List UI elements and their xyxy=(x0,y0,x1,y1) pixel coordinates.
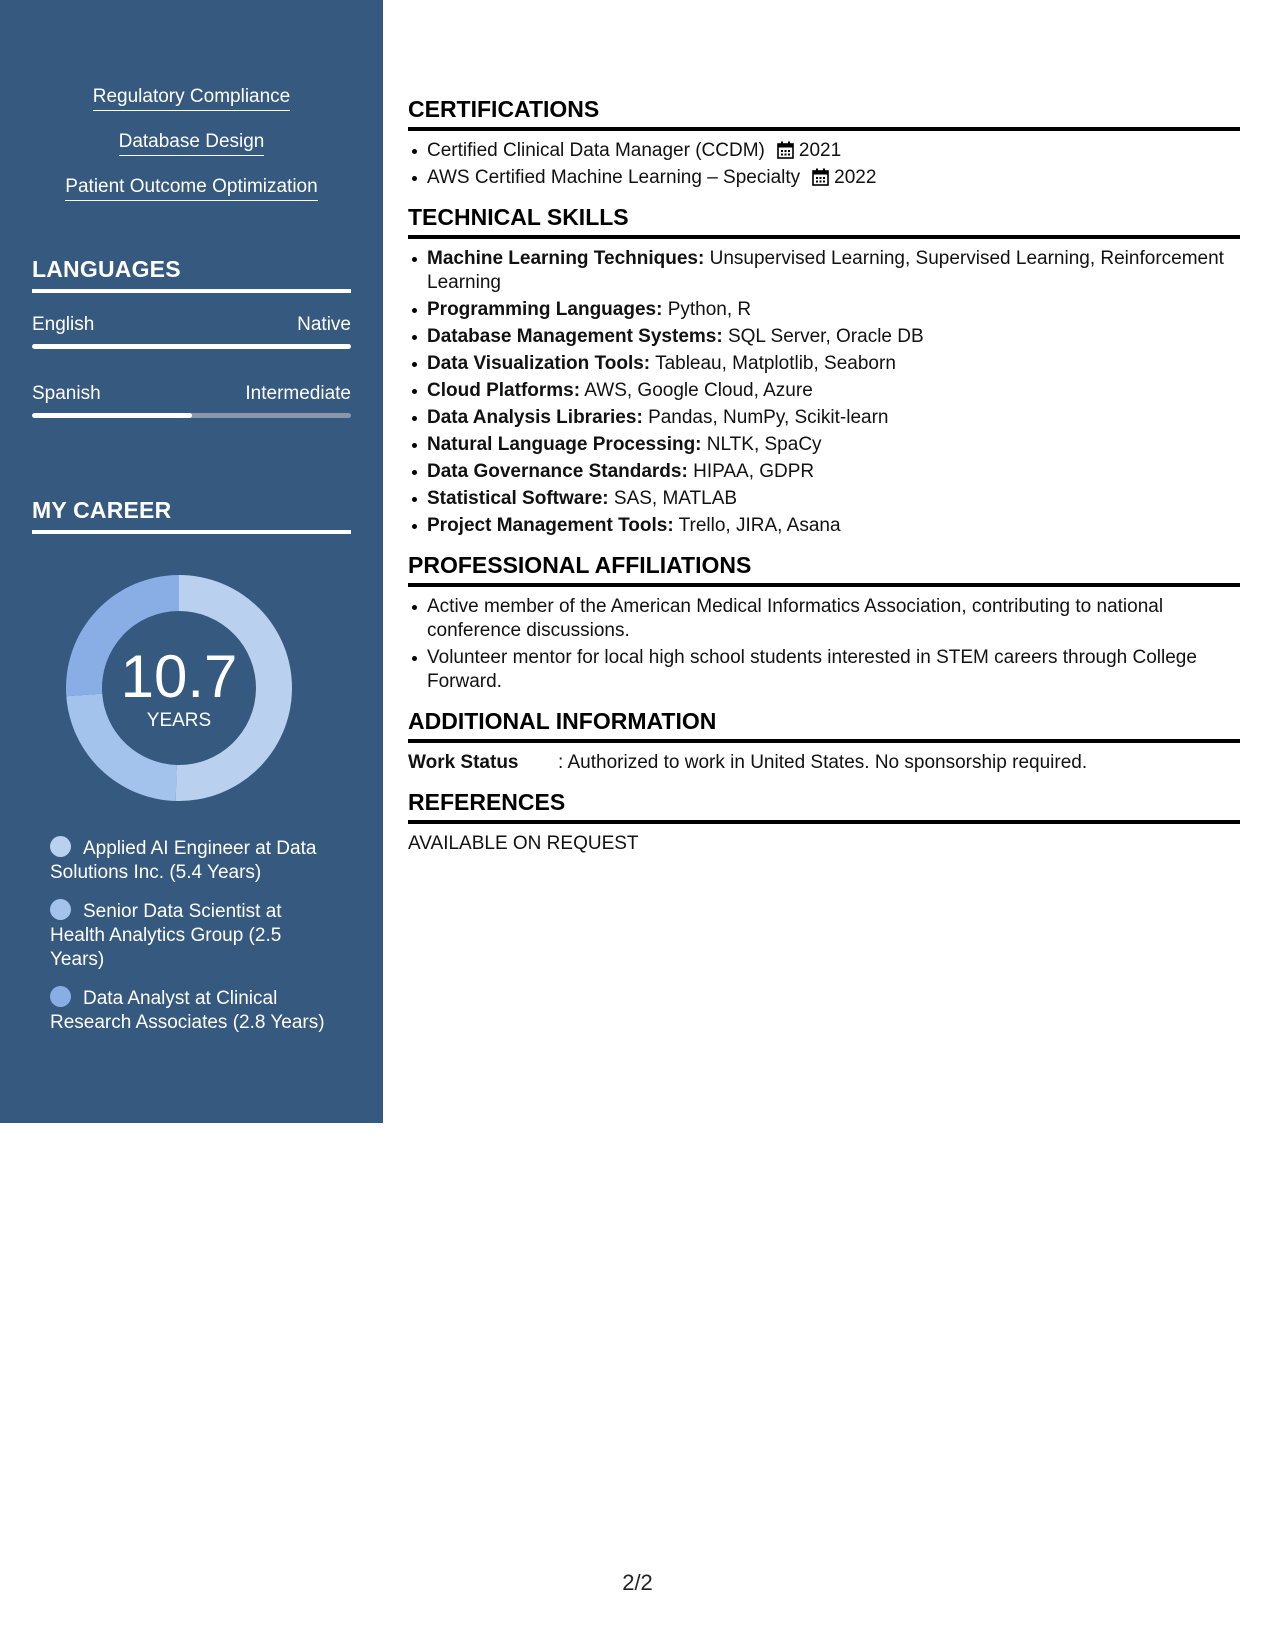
skill-value: Trello, JIRA, Asana xyxy=(678,515,841,536)
certification-year: 2022 xyxy=(834,167,877,188)
languages-heading: LANGUAGES xyxy=(32,256,351,293)
skill-item xyxy=(427,298,1240,322)
main-content xyxy=(408,96,1240,870)
skill-value: Pandas, NumPy, Scikit-learn xyxy=(648,407,889,428)
language-bar xyxy=(32,413,351,418)
skill-value: AWS, Google Cloud, Azure xyxy=(584,380,813,401)
skill-item xyxy=(427,487,1240,511)
skill-link[interactable]: Patient Outcome Optimization xyxy=(65,176,317,201)
certification-item xyxy=(427,139,1240,163)
skill-label: Data Governance Standards: xyxy=(427,461,688,482)
career-item-text: Data Analyst at Clinical Research Associates (2.8 Years) xyxy=(50,988,325,1033)
affiliation-item: Volunteer mentor for local high school students interested in STEM careers through College Forward. xyxy=(427,646,1240,694)
section-title: TECHNICAL SKILLS xyxy=(408,204,1240,239)
legend-dot-icon xyxy=(50,836,71,857)
skill-label: Natural Language Processing: xyxy=(427,434,702,455)
affiliation-item: Active member of the American Medical Informatics Association, contributing to national conference discussions. xyxy=(427,595,1240,643)
sidebar xyxy=(0,0,383,1123)
career-legend xyxy=(50,836,340,1049)
certification-item xyxy=(427,166,1240,190)
language-row xyxy=(32,383,351,405)
skill-label: Project Management Tools: xyxy=(427,515,674,536)
legend-dot-icon xyxy=(50,899,71,920)
language-level: Native xyxy=(297,314,351,335)
skill-label: Statistical Software: xyxy=(427,488,609,509)
skill-value: HIPAA, GDPR xyxy=(693,461,815,482)
skill-item xyxy=(427,247,1240,295)
language-name: English xyxy=(32,314,95,335)
career-item-text: Senior Data Scientist at Health Analytics Group (2.5 Years) xyxy=(50,901,282,970)
career-item-text: Applied AI Engineer at Data Solutions Inc. (5.4 Years) xyxy=(50,838,317,883)
page-number: 2/2 xyxy=(622,1570,653,1595)
language-bar-fill xyxy=(32,413,192,418)
language-name: Spanish xyxy=(32,383,101,404)
work-status-row xyxy=(408,751,1240,775)
language-row xyxy=(32,314,351,336)
skill-item xyxy=(427,433,1240,457)
work-status-label: Work Status xyxy=(408,752,519,773)
skill-link[interactable]: Database Design xyxy=(119,131,265,156)
skill-label: Programming Languages: xyxy=(427,299,663,320)
career-heading: MY CAREER xyxy=(32,497,351,534)
skill-value: SQL Server, Oracle DB xyxy=(727,326,924,347)
affiliations-list xyxy=(408,595,1240,694)
calendar-icon xyxy=(777,141,794,159)
skill-item xyxy=(427,406,1240,430)
language-level: Intermediate xyxy=(245,383,351,404)
section-title: CERTIFICATIONS xyxy=(408,96,1240,131)
skill-value: SAS, MATLAB xyxy=(613,488,738,509)
certifications-list xyxy=(408,139,1240,190)
skills-list xyxy=(0,86,383,221)
skill-item xyxy=(427,352,1240,376)
skill-item xyxy=(427,325,1240,349)
career-item xyxy=(50,899,340,972)
career-years-label: YEARS xyxy=(146,710,212,731)
affiliations-section xyxy=(408,552,1240,694)
section-title: ADDITIONAL INFORMATION xyxy=(408,708,1240,743)
skill-value: NLTK, SpaCy xyxy=(706,434,822,455)
skill-label: Cloud Platforms: xyxy=(427,380,581,401)
certification-year: 2021 xyxy=(798,140,842,161)
career-item xyxy=(50,836,340,885)
skill-value: Unsupervised Learning, Supervised Learning, Reinforcement Learning xyxy=(427,248,1224,293)
skill-label: Database Management Systems: xyxy=(427,326,723,347)
skill-label: Data Visualization Tools: xyxy=(427,353,651,374)
technical-skills-list xyxy=(408,247,1240,538)
technical-skills-section xyxy=(408,204,1240,538)
references-section xyxy=(408,789,1240,856)
skill-item xyxy=(427,514,1240,538)
references-text: AVAILABLE ON REQUEST xyxy=(408,833,639,854)
certifications-section xyxy=(408,96,1240,190)
career-item xyxy=(50,986,340,1035)
skill-item xyxy=(427,379,1240,403)
career-total-years: 10.7 xyxy=(120,643,238,710)
skill-value: Tableau, Matplotlib, Seaborn xyxy=(655,353,896,374)
certification-name: Certified Clinical Data Manager (CCDM) xyxy=(427,140,765,161)
skill-label: Machine Learning Techniques: xyxy=(427,248,705,269)
skill-item xyxy=(427,460,1240,484)
skill-label: Data Analysis Libraries: xyxy=(427,407,643,428)
skill-value: Python, R xyxy=(667,299,752,320)
skill-link[interactable]: Regulatory Compliance xyxy=(93,86,291,111)
certification-name: AWS Certified Machine Learning – Specialty xyxy=(427,167,801,188)
legend-dot-icon xyxy=(50,986,71,1007)
language-bar xyxy=(32,344,351,349)
section-title: PROFESSIONAL AFFILIATIONS xyxy=(408,552,1240,587)
work-status-value: : Authorized to work in United States. No sponsorship required. xyxy=(558,752,1088,773)
calendar-icon xyxy=(812,168,829,186)
additional-information-section xyxy=(408,708,1240,775)
language-bar-fill xyxy=(32,344,351,349)
section-title: REFERENCES xyxy=(408,789,1240,824)
